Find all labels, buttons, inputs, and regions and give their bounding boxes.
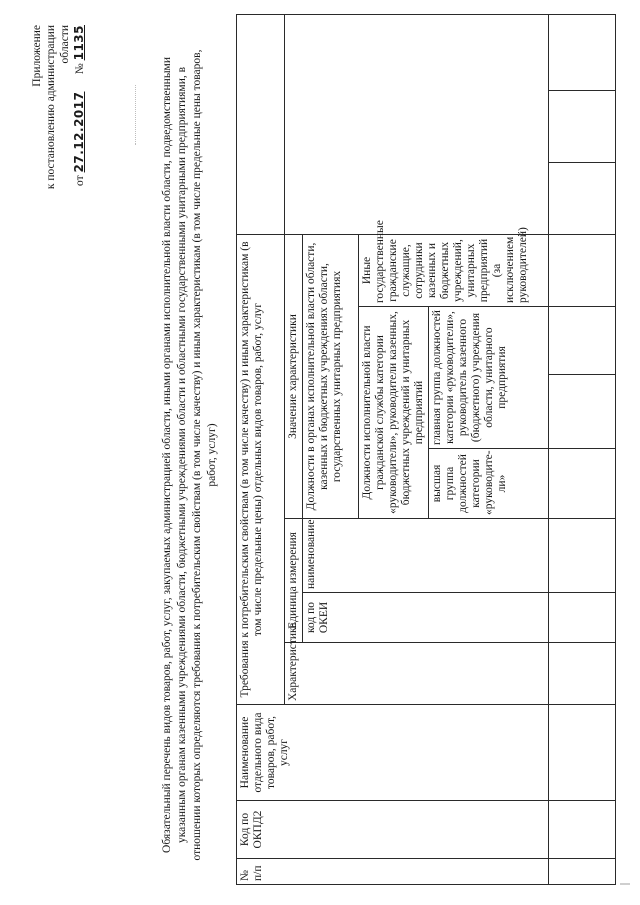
header-cell-heads: Должности исполнительной власти гражданской службы категории «руководители», руководители казенных, бюджетных учреждений и унитарных предприятий xyxy=(359,307,429,519)
body-cell xyxy=(549,705,616,801)
body-cell xyxy=(549,593,616,643)
from-label: от xyxy=(74,175,86,186)
body-cell xyxy=(549,643,616,705)
document-header xyxy=(30,25,87,215)
header-cell-unit-name: наименование xyxy=(303,519,549,593)
header-cell-highest: высшая группа должностей категории «руководите-ли» xyxy=(429,449,549,519)
body-cell xyxy=(549,90,616,162)
date-number-line xyxy=(72,25,87,215)
body-cell xyxy=(549,801,616,859)
resolution-ref: к постановлению администрации области xyxy=(45,25,71,190)
body-cell xyxy=(549,375,616,449)
header-cell-characteristic: Характеристика xyxy=(285,643,549,705)
header-cell-positions: Должности в органах исполнительной власти области, казенных и бюджетных учреждениях области, государственных унитарных предприятиях xyxy=(303,234,359,518)
header-cell-unit: Единица измерения xyxy=(285,519,303,643)
requirements-table xyxy=(236,14,616,885)
header-cell-name: Наименование отдельного вида товаров, работ, услуг xyxy=(237,705,549,801)
header-cell-value: Значение характеристики xyxy=(285,234,303,518)
scan-mark xyxy=(620,883,630,885)
header-cell-other: Иные государственные гражданские служащие, сотрудники казенных и бюджетных учреждений, унитарных предприятий (за исключением руководителей) xyxy=(359,234,549,306)
appendix-label: Приложение xyxy=(31,25,43,87)
body-cell xyxy=(549,519,616,593)
body-cell xyxy=(549,449,616,519)
header-cell-empty xyxy=(237,14,285,234)
document-number: 1135 xyxy=(72,25,86,61)
header-cell-main: главная группа должностей категории «руководители», руководитель казенного (бюджетного) учреждения области, унитарного предприятия xyxy=(429,307,549,449)
header-cell-blank xyxy=(285,14,549,234)
body-cell xyxy=(549,859,616,885)
body-cell xyxy=(549,14,616,90)
document-date: 27.12.2017 xyxy=(72,91,86,173)
body-cell xyxy=(549,162,616,234)
number-sign: № xyxy=(74,63,86,75)
header-cell-okei: код по ОКЕИ xyxy=(303,593,549,643)
header-cell-okpd: Код по ОКПД2 xyxy=(237,801,549,859)
body-cell xyxy=(549,234,616,306)
header-cell-number: № п/п xyxy=(237,859,549,885)
header-cell-requirements: Требования к потребительским свойствам (в том числе качеству) и иным характеристикам (в том числе предельные цены) отдельных видов товаров, работ, услуг xyxy=(237,234,285,704)
scan-dots xyxy=(135,85,136,145)
intro-paragraph: Обязательный перечень видов товаров, работ, услуг, закупаемых администрацией области, иными органами исполнительной власти области, подведомственными указанным органам казенными учреждениями области, бюджетными учреждениями области и областными государственными унитарными предприятиями, в отношении которых определяются требования к потребительским свойствам (в том числе качеству) и иным характеристикам (в том числе предельные цены товаров, работ, услуг) xyxy=(161,49,218,861)
body-cell xyxy=(549,307,616,375)
